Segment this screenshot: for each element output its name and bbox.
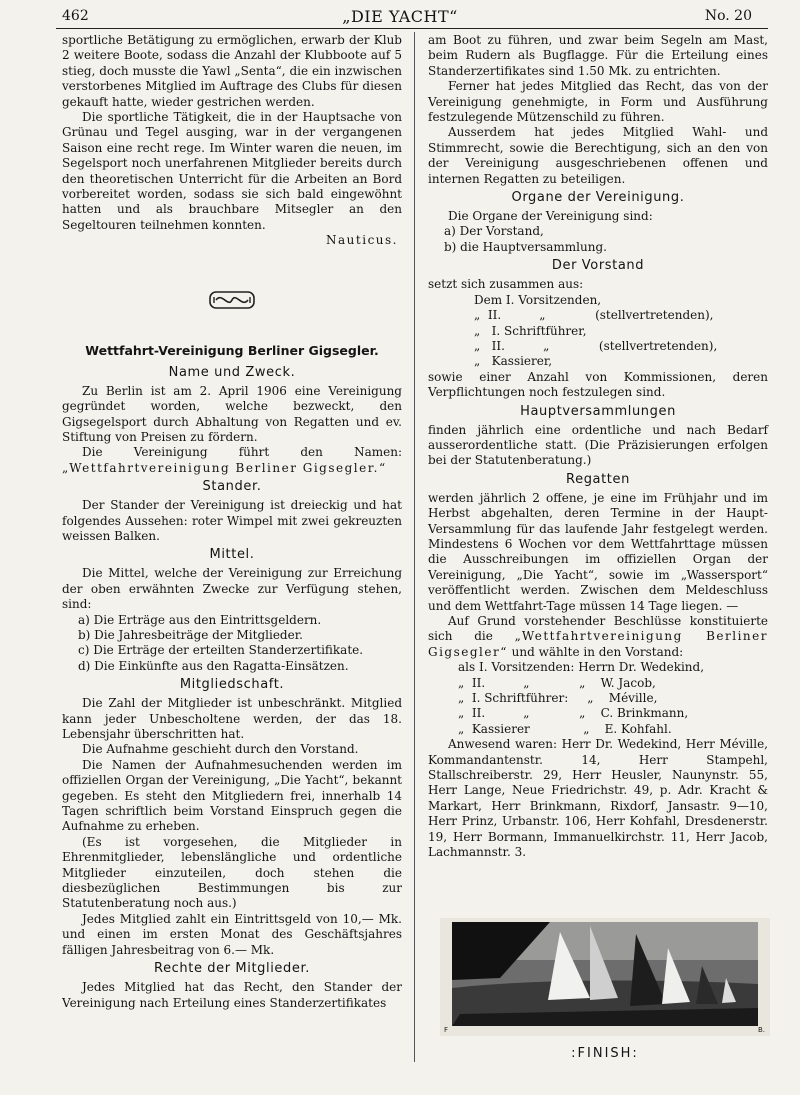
journal-title: „DIE YACHT“ [342, 7, 458, 26]
section-heading: Mittel. [209, 547, 255, 563]
right-column [428, 33, 768, 861]
list-item: „ I. Schriftführer: „ Méville, [458, 691, 658, 706]
list-item: „ II. „ „ W. Jacob, [458, 675, 656, 690]
paragraph: Auf Grund vorstehender Beschlüsse konstituierte sich die „Wettfahrtvereinigung Berliner Gigsegler“ und wählte in den Vorstand: [428, 614, 768, 659]
section-heading: Organe der Vereinigung. [511, 190, 685, 206]
svg-text:B.: B. [758, 1026, 766, 1034]
paragraph: sowie einer Anzahl von Kommissionen, deren Verpflichtungen noch festzulegen sind. [428, 369, 768, 400]
paragraph: Die Namen der Aufnahmesuchenden werden im offiziellen Organ der Vereinigung, „Die Yacht“, bekannt gegeben. Es steht den Mitgliedern frei, innerhalb 14 Tagen schriftlich beim Vorstand Einspruch gegen die Aufnahme zu erheben. [62, 757, 402, 834]
list-item: „ II. „ (stellvertretenden), [474, 308, 714, 323]
sailing-illustration [440, 918, 770, 1036]
paragraph: werden jährlich 2 offene, je eine im Frühjahr und im Herbst abgehalten, deren Termine in der Haupt-Versammlung für das laufende Jahr festgelegt werden. Mindestens 6 Wochen vor dem Wettfahrttage müssen die Ausschreibungen im offiziellen Organ der Vereinigung, „Die Yacht“, sowie im „Wassersport“ veröffentlicht werden. Zwischen dem Meldeschluss und dem Wettfahrt-Tage müssen 14 Tage liegen. — [428, 490, 768, 613]
paragraph: Der Stander der Vereinigung ist dreieckig und hat folgendes Aussehen: roter Wimpel mit zwei gekreuzten weissen Balken. [62, 498, 402, 543]
section-heading: Stander. [202, 479, 262, 495]
paragraph: Jedes Mitglied hat das Recht, den Stander der Vereinigung nach Erteilung eines Standerzertifikates [62, 980, 402, 1010]
issue-number: No. 20 [704, 8, 752, 24]
section-heading: Name und Zweck. [168, 364, 296, 380]
list-item: „ II. „ „ C. Brinkmann, [458, 706, 689, 721]
paragraph: Ferner hat jedes Mitglied das Recht, das von der Vereinigung genehmigte, in Form und Ausführung festzulegende Mützenschild zu führen. [428, 79, 768, 125]
section-heading: Mitgliedschaft. [179, 677, 285, 693]
section-heading: Der Vorstand [551, 258, 645, 274]
list-item: a) Der Vorstand, [444, 224, 544, 239]
list-item: „ Kassierer „ E. Kohfahl. [458, 721, 672, 736]
svg-text:F: F [444, 1026, 449, 1034]
paragraph: Jedes Mitglied zahlt ein Eintrittsgeld von 10,— Mk. und einen im ersten Monat des Geschäftsjahres fälligen Jahresbeitrag von 6.— Mk. [62, 911, 402, 957]
paragraph: Ausserdem hat jedes Mitglied Wahl- und Stimmrecht, sowie die Berechtigung, sich an den von der Vereinigung ausgeschriebenen offenen und internen Regatten zu beteiligen. [428, 125, 768, 186]
list-item: a) Die Erträge aus den Eintrittsgeldern. [78, 612, 322, 627]
paragraph: Die sportliche Tätigkeit, die in der Hauptsache von Grünau und Tegel ausging, war in der vergangenen Saison eine recht rege. Im Winter waren die neuen, im Segelsport noch unerfahrenen Mitglieder bereits durch den theoretischen Unterricht für die Arbeiten an Bord vorbereitet worden, sodass sie sich bald eingewöhnt hatten und als brauchbare Mitsegler an den Segeltouren teilnehmen konnten. [62, 110, 402, 232]
paragraph: Anwesend waren: Herr Dr. Wedekind, Herr Méville, Kommandantenstr. 14, Herr Stampehl, Stallschreiberstr. 29, Herr Heusler, Naunynstr. 55, Herr Lange, Neue Friedrichstr. 49, p. Adr. Kracht & Markart, Herr Brinkmann, Rixdorf, Jansastr. 9—10, Herr Prinz, Urbanstr. 106, Herr Kohfahl, Dresdenerstr. 19, Herr Bormann, Immanuelkirchstr. 11, Herr Jacob, Lachmannstr. 3. [428, 737, 768, 860]
list-item: c) Die Erträge der erteilten Standerzertifikate. [78, 643, 364, 658]
paragraph: Die Organe der Vereinigung sind: [448, 209, 653, 224]
paragraph: Die Aufnahme geschieht durch den Vorstand. [82, 742, 359, 757]
paragraph: setzt sich zusammen aus: [428, 277, 584, 292]
paragraph: sportliche Betätigung zu ermöglichen, erwarb der Klub 2 weitere Boote, sodass die Anzahl der Klubboote auf 5 stieg, doch musste die Yawl „Senta“, die ein inzwischen verstorbenes Mitglied im Auftrage des Clubs für diesen gekauft hatte, wieder gestrichen werden. [62, 33, 402, 109]
paragraph: am Boot zu führen, und zwar beim Segeln am Mast, beim Rudern als Bugflagge. Für die Erteilung eines Standerzertifikates sind 1.50 Mk. zu entrichten. [428, 33, 768, 78]
page-number: 462 [62, 8, 89, 24]
list-item: „ Kassierer, [474, 354, 553, 369]
section-heading: Hauptversammlungen [520, 403, 676, 419]
illustration-caption: :FINISH: [571, 1046, 639, 1061]
section-heading: Regatten [566, 471, 630, 487]
article-title: Wettfahrt-Vereinigung Berliner Gigsegler. [85, 342, 379, 358]
list-item: b) die Hauptversammlung. [444, 239, 607, 254]
paragraph: Die Vereinigung führt den Namen: „Wettfahrtvereinigung Berliner Gigsegler.“ [62, 445, 402, 475]
list-item: „ II. „ (stellvertretenden), [474, 338, 718, 353]
list-item: b) Die Jahresbeiträge der Mitglieder. [78, 627, 303, 642]
paragraph: Zu Berlin ist am 2. April 1906 eine Vereinigung gegründet worden, welche bezweckt, den Gigsegelsport durch Abhaltung von Regatten und ev. Stiftung von Preisen zu fördern. [62, 383, 402, 444]
author-signature: Nauticus. [326, 233, 398, 248]
header-rule [56, 28, 768, 29]
list-item: d) Die Einkünfte aus den Ragatta-Einsätzen. [78, 658, 349, 673]
ornament-icon [208, 289, 256, 311]
column-divider [414, 32, 415, 1062]
paragraph: Die Zahl der Mitglieder ist unbeschränkt. Mitglied kann jeder Unbescholtene werden, der das 18. Lebensjahr überschritten hat. [62, 696, 402, 741]
list-item: „ I. Schriftführer, [474, 323, 587, 338]
list-item: als I. Vorsitzenden: Herrn Dr. Wedekind, [458, 660, 705, 675]
paragraph: finden jährlich eine ordentliche und nach Bedarf ausserordentliche statt. (Die Präzisierungen erfolgen bei der Statutenberatung.) [428, 422, 768, 468]
paragraph: Die Mittel, welche der Vereinigung zur Erreichung der oben erwähnten Zwecke zur Verfügung stehen, sind: [62, 566, 402, 612]
list-item: Dem I. Vorsitzenden, [474, 292, 602, 307]
section-heading: Rechte der Mitglieder. [154, 961, 310, 977]
left-column [62, 33, 402, 1011]
paragraph: (Es ist vorgesehen, die Mitglieder in Ehrenmitglieder, lebenslängliche und ordentliche Mitglieder einzuteilen, doch stehen die diesbezüglichen Bestimmungen bis zur Statutenberatung noch aus.) [62, 834, 402, 911]
